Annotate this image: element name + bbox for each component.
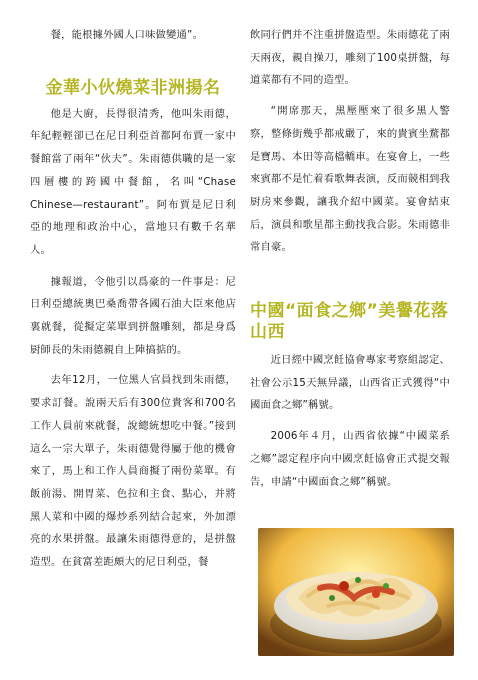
paragraph: 據報道，令他引以爲豪的一件事是：尼日利亞總統奧巴桑喬帶各國石油大臣來他店裏就餐，從擬定菜單到拼盤雕刻，都是身爲厨師長的朱雨德親自上陣搞掂的。 xyxy=(30,275,236,356)
noodle-bowl-icon xyxy=(258,528,454,656)
paragraph: 飲同行們并不注重拼盤造型。朱雨德花了兩天兩夜，親自操刀，雕刻了100桌拼盤，每道菜都有不同的造型。 xyxy=(250,29,450,87)
right-column xyxy=(250,24,450,493)
paragraph: 去年12月，一位黑人官員找到朱雨德，要求訂餐。說兩天后有300位貴客和700名工作人員前來就餐，說總統想吃中餐。”接到這么一宗大單子，朱雨德覺得屬于他的機會來了，馬上和工作人員商擬了兩份菜單。有飯前湯、開胃菜、色拉和主食、點心，并將黑人菜和中國的爆炒系列結合起來，外加漂亮的水果拼盤。最讓朱雨德得意的，是拼盤造型。在貧富差距頗大的尼日利亞，餐 xyxy=(30,374,236,569)
paragraph: 2006年４月，山西省依據“中國菜系之鄉”認定程序向中國烹飪協會正式提交報告，申請“中國面食之鄉”稱號。 xyxy=(250,430,450,488)
left-column xyxy=(30,24,236,574)
noodle-dish-photo xyxy=(258,528,454,656)
article-heading-shanxi-noodles: 中國“面食之鄉”美譽花落山西 xyxy=(250,301,449,343)
intro-line: 餐，能根據外國人口味做變通”。 xyxy=(50,29,204,41)
paragraph: 他是大廚，長得很清秀，他叫朱雨德，年紀輕輕卻已在尼日利亞首都阿布賈一家中餐館當了兩年“伙夫”。朱雨德供職的是一家四層樓的跨國中餐館，名叫“Chase Chinese—restaurant”。阿布賈是尼日利亞的地理和政治中心，當地只有數千名華人。 xyxy=(30,107,236,256)
article-heading-jinhua-chef: 金華小伙燒菜非洲揚名 xyxy=(45,77,221,98)
paragraph: “開席那天，黑壓壓來了很多黑人警察，整條街幾乎都戒嚴了，來的貴賓坐騖都是寶馬、本田等高檔轎車。在宴會上，一些來賓都不是忙着看歌舞表演，反而競相到我厨房來參觀，讓我介紹中國菜。宴會結束后，演員和歌星都主動找我合影。朱雨德非常自豪。 xyxy=(250,105,450,254)
paragraph: 近日經中國烹飪協會專家考察組認定、社會公示15天無异議，山西省正式獲得“中國面食之鄉”稱號。 xyxy=(250,354,450,412)
